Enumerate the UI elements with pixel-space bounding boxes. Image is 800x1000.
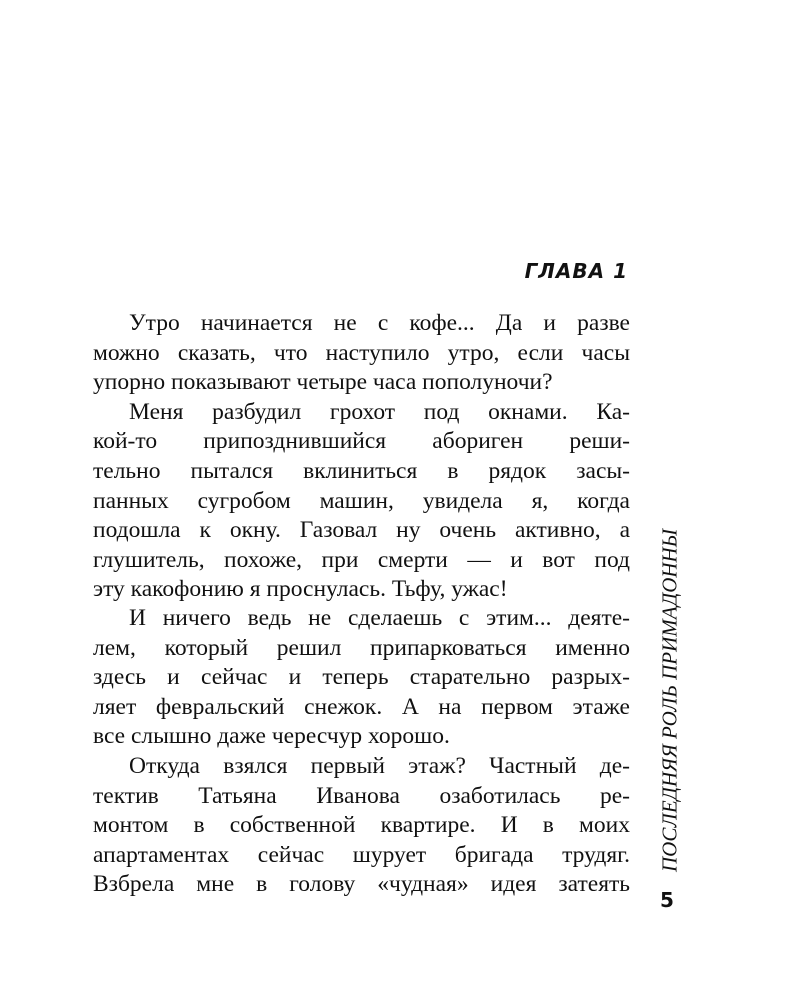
text-line: здесь и сейчас и теперь старательно разрых- [93, 664, 630, 691]
text-line: глушитель, похоже, при смерти — и вот под [93, 546, 630, 573]
text-block-2 [93, 604, 630, 900]
running-head-title: ПОСЛЕДНЯЯ РОЛЬ ПРИМАДОННЫ [657, 528, 682, 872]
text-block-1 [93, 309, 630, 605]
chapter-heading: ГЛАВА 1 [524, 259, 628, 283]
text-line: панных сугробом машин, увидела я, когда [93, 487, 630, 514]
text-line: все слышно даже чересчур хорошо. [93, 723, 450, 750]
text-line: тельно пытался вклиниться в рядок засы- [93, 457, 630, 484]
text-line: И ничего ведь не сделаешь с этим... деяте- [129, 605, 630, 631]
text-line: Меня разбудил грохот под окнами. Ка- [129, 398, 630, 425]
text-line: тектив Татьяна Иванова озаботилась ре- [93, 782, 630, 809]
text-line: можно сказать, что наступило утро, если часы [93, 339, 630, 366]
text-line: Откуда взялся первый этаж? Частный де- [129, 752, 630, 779]
text-line: ляет февральский снежок. А на первом этаже [93, 693, 630, 720]
text-line: монтом в собственной квартире. И в моих [93, 812, 630, 839]
page-number: 5 [660, 888, 674, 912]
text-line: кой-то припозднившийся абориген реши- [93, 428, 630, 455]
text-line: Утро начинается не с кофе... Да и разве [129, 310, 630, 336]
text-line: эту какофонию я проснулась. Тьфу, ужас! [93, 576, 508, 603]
text-line: Взбрела мне в голову «чудная» идея затеять [93, 871, 630, 898]
text-line: подошла к окну. Газовал ну очень активно, а [93, 517, 630, 544]
text-line: лем, который решил припарковаться именно [93, 634, 630, 661]
running-head [656, 528, 684, 880]
text-line: упорно показывают четыре часа пополуночи? [93, 369, 553, 396]
text-line: апартаментах сейчас шурует бригада трудяг. [93, 841, 630, 868]
